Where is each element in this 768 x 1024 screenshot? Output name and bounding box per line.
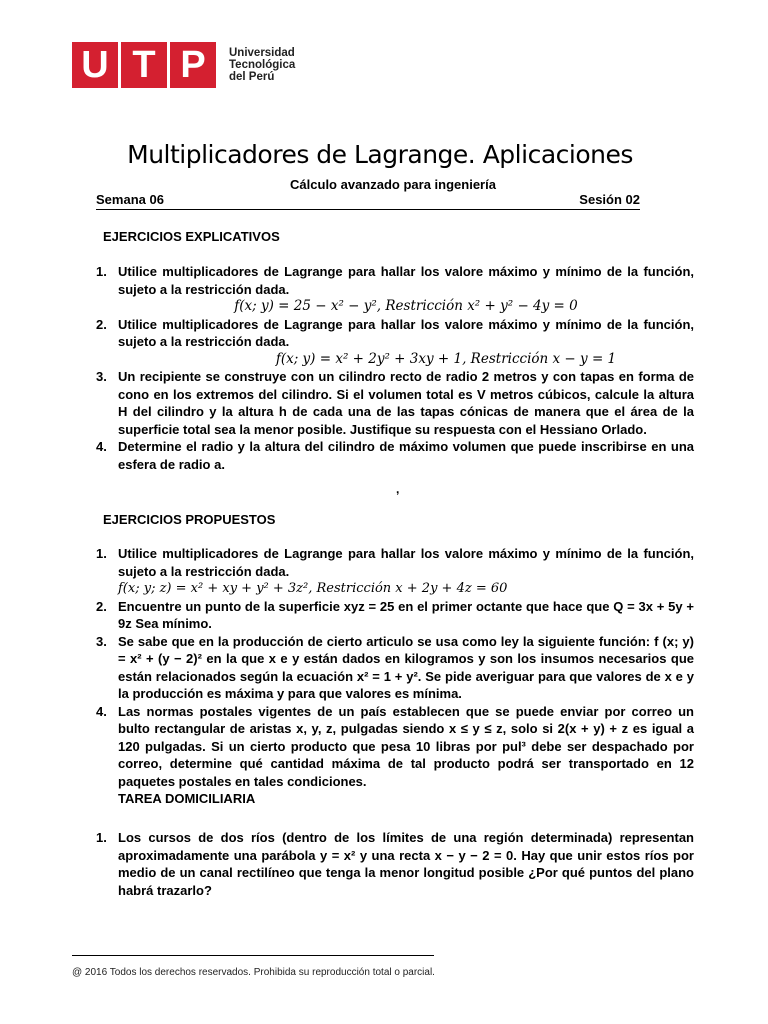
footer-copyright: @ 2016 Todos los derechos reservados. Prohibida su reproducción total o parcial.	[72, 967, 435, 978]
list-item	[96, 829, 694, 899]
section-heading-tarea: TAREA DOMICILIARIA	[118, 791, 256, 806]
list-item	[96, 703, 694, 791]
explicativos-list	[96, 263, 694, 473]
item-number: 1.	[96, 546, 107, 561]
logo-line-1: Universidad	[229, 47, 295, 59]
item-text: Los cursos de dos ríos (dentro de los límites de una región determinada) representan aproximadamente una parábola y = x² y una recta x − y − 2 = 0. Hay que unir estos ríos por medio de un canal rectilíneo que tenga la menor longitud posible ¿Por qué puntos del plano habrá trazarlo?	[118, 830, 694, 898]
tarea-list	[96, 829, 694, 899]
logo-line-2: Tecnológica	[229, 59, 296, 71]
stray-mark: ,	[396, 482, 400, 496]
course-subtitle: Cálculo avanzado para ingeniería	[290, 177, 496, 192]
list-item	[96, 438, 694, 473]
logo-wordmark	[229, 47, 295, 83]
footer-divider	[72, 955, 434, 956]
item-number: 2.	[96, 598, 107, 614]
item-number: 1.	[96, 264, 107, 279]
propuestos-list	[96, 545, 694, 808]
item-text: Utilice multiplicadores de Lagrange para hallar los valore máximo y mínimo de la función, sujeto a la restricción dada.	[118, 264, 694, 297]
list-item	[96, 263, 694, 316]
utp-logo	[72, 42, 295, 88]
item-text: Utilice multiplicadores de Lagrange para hallar los valore máximo y mínimo de la función, sujeto a la restricción dada.	[118, 546, 694, 579]
list-item	[96, 598, 694, 633]
logo-line-3: del Perú	[229, 71, 275, 83]
week-label: Semana 06	[96, 192, 164, 207]
item-number: 2.	[96, 316, 107, 332]
item-equation: f(x; y; z) = x² + xy + y² + 3z², Restricción x + 2y + 4z = 60	[118, 581, 508, 596]
logo-letters	[72, 42, 219, 88]
item-text: Las normas postales vigentes de un país establecen que se puede enviar por correo un bulto rectangular de aristas x, y, z, pulgadas siendo x ≤ y ≤ z, solo si 2(x + y) + z es igual a 120 pulgadas. Si un cierto producto que pesa 10 libras por pul³ debe ser despachado por correo, determine qué cantidad máxima de tal producto podrá ser transportado en 12 paquetes postales en tales condiciones.	[118, 703, 694, 789]
logo-letter-p: P	[170, 42, 216, 88]
item-number: 4.	[96, 703, 107, 719]
list-item	[96, 368, 694, 438]
section-heading-explicativos: EJERCICIOS EXPLICATIVOS	[103, 229, 280, 244]
item-number: 3.	[96, 369, 107, 384]
section-heading-propuestos: EJERCICIOS PROPUESTOS	[103, 512, 276, 527]
item-text: Se sabe que en la producción de cierto articulo se usa como ley la siguiente función: f (x; y) = x² + (y − 2)² en la que x e y están dados en kilogramos y son los insumos necesarios que están relacionados según la ecuación x² = 1 + y². Se pide averiguar para que valores de x e y la producción es máxima y para que valores es mínima.	[118, 633, 694, 701]
logo-letter-u: U	[72, 42, 118, 88]
list-item	[96, 545, 694, 598]
item-text: Determine el radio y la altura del cilindro de máximo volumen que puede inscribirse en una esfera de radio a.	[118, 439, 694, 472]
item-equation: f(x; y) = 25 − x² − y², Restricción x² + y² − 4y = 0	[234, 298, 578, 314]
logo-letter-t: T	[121, 42, 167, 88]
item-equation: f(x; y) = x² + 2y² + 3xy + 1, Restricción x − y = 1	[275, 350, 617, 367]
item-number: 1.	[96, 830, 107, 845]
item-text: Encuentre un punto de la superficie xyz = 25 en el primer octante que hace que Q = 3x + 5y + 9z Sea mínimo.	[118, 598, 694, 631]
item-text: Un recipiente se construye con un cilindro recto de radio 2 metros y con tapas en forma de cono en los extremos del cilindro. Si el volumen total es V metros cúbicos, calcule la altura H del cilindro y la altura h de cada una de las tapas cónicas de manera que el área de la superficie total sea la menor posible. Justifique su respuesta con el Hessiano Orlado.	[118, 369, 694, 437]
list-item	[96, 633, 694, 703]
page-title: Multiplicadores de Lagrange. Aplicaciones	[127, 140, 633, 169]
week-session-row	[96, 192, 640, 210]
item-text: Utilice multiplicadores de Lagrange para hallar los valore máximo y mínimo de la función, sujeto a la restricción dada.	[118, 316, 694, 349]
session-label: Sesión 02	[579, 192, 640, 207]
list-item	[96, 316, 694, 369]
item-number: 3.	[96, 633, 107, 649]
item-number: 4.	[96, 439, 107, 454]
